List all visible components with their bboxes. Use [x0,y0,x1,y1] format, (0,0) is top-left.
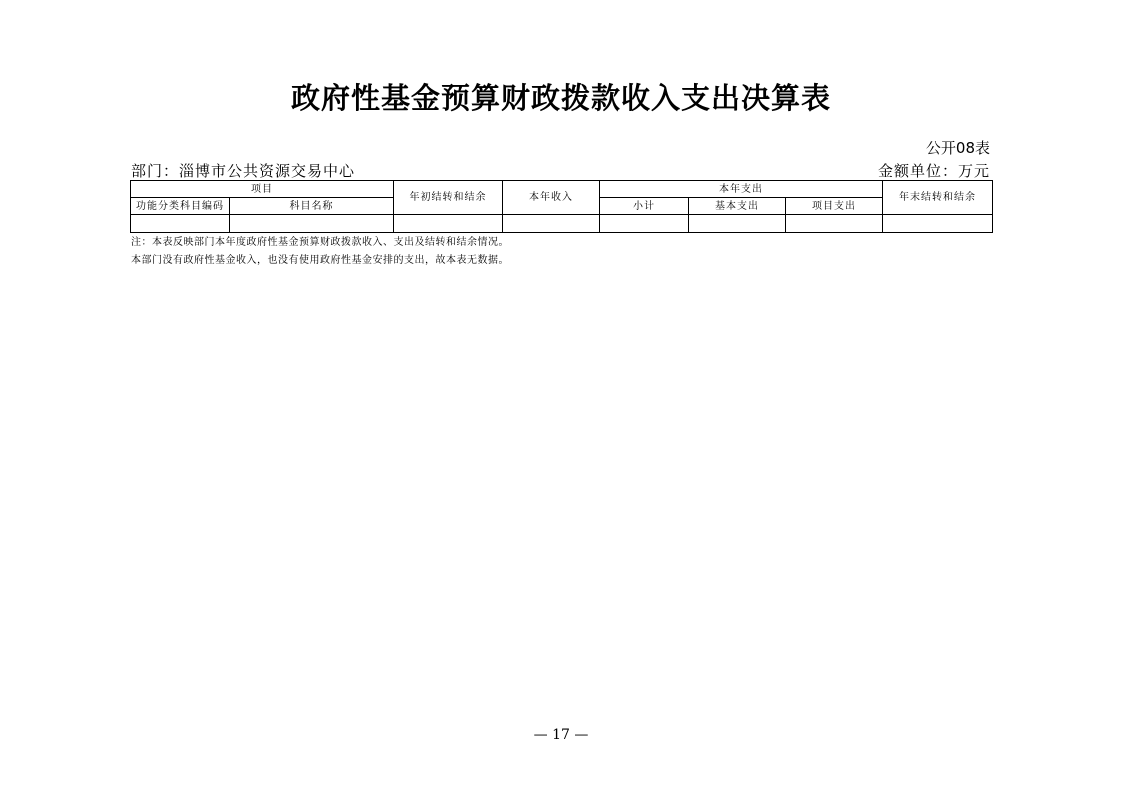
note-line: 本部门没有政府性基金收入，也没有使用政府性基金安排的支出，故本表无数据。 [131,255,509,266]
page-number: — 17 — [533,727,589,743]
table-row [131,215,993,233]
subheader-basic-expense: 基本支出 [689,198,786,215]
subheader-project-expense: 项目支出 [786,198,883,215]
table-cell [600,215,689,233]
table-cell [883,215,993,233]
note-line: 注：本表反映部门本年度政府性基金预算财政拨款收入、支出及结转和结余情况。 [131,237,509,248]
header-begin-balance: 年初结转和结余 [394,181,503,215]
table-header-row [131,181,993,198]
table-cell [503,215,600,233]
table-cell [689,215,786,233]
fund-budget-table [130,180,993,233]
header-item: 项目 [131,181,394,198]
subheader-subtotal: 小计 [600,198,689,215]
subheader-subject-name: 科目名称 [230,198,394,215]
subheader-func-code: 功能分类科目编码 [131,198,230,215]
header-end-balance: 年末结转和结余 [883,181,993,215]
table-cell [131,215,230,233]
amount-unit-label: 金额单位：万元 [877,162,990,180]
table-cell [394,215,503,233]
table-cell [786,215,883,233]
table-cell [230,215,394,233]
department-label: 部门：淄博市公共资源交易中心 [131,162,356,180]
table-notes [131,234,509,270]
page-title: 政府性基金预算财政拨款收入支出决算表 [290,81,831,115]
header-expense: 本年支出 [600,181,883,198]
form-number: 公开08表 [925,139,990,157]
header-income: 本年收入 [503,181,600,215]
